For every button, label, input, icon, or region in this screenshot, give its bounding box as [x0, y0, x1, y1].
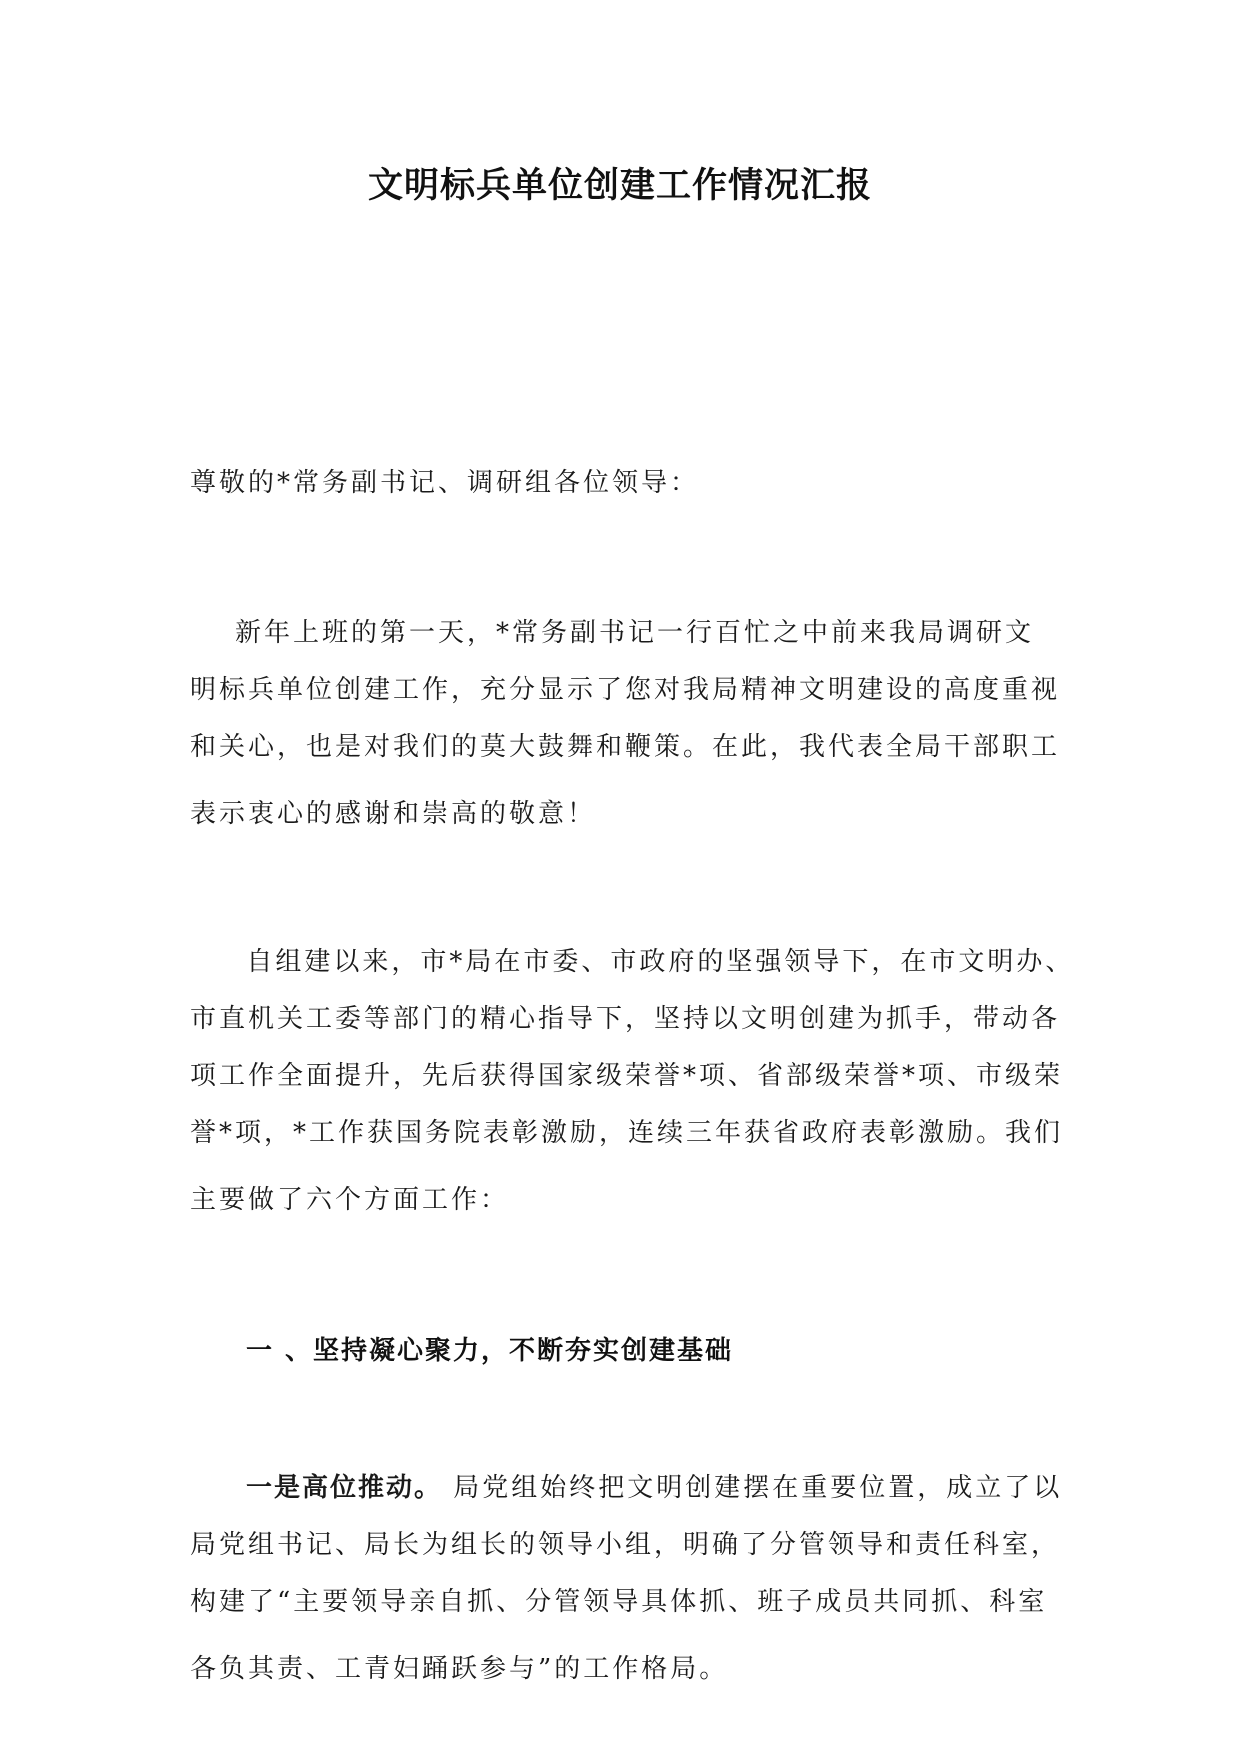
paragraph-line: 誉*项，*工作获国务院表彰激励，连续三年获省政府表彰激励。我们: [190, 1118, 1064, 1148]
paragraph-line: 构建了“主要领导亲自抓、分管领导具体抓、班子成员共同抓、科室: [190, 1587, 1048, 1617]
paragraph-line: 自组建以来，市*局在市委、市政府的坚强领导下，在市文明办、: [190, 947, 1075, 977]
section-heading-1: 一 、坚持凝心聚力，不断夯实创建基础: [246, 1336, 734, 1366]
paragraph-lead: 一是高位推动。: [246, 1473, 443, 1503]
salutation: [190, 455, 1060, 512]
paragraph-line: 项工作全面提升，先后获得国家级荣誉*项、省部级荣誉*项、市级荣: [190, 1061, 1064, 1091]
paragraph-line: 市直机关工委等部门的精心指导下，坚持以文明创建为抓手，带动各: [190, 1004, 1061, 1034]
paragraph-first-line: [190, 1460, 1063, 1517]
paragraph-line: 主要做了六个方面工作：: [190, 1185, 510, 1215]
paragraph-opening: [190, 605, 1060, 843]
paragraph-line: 表示衷心的感谢和崇高的敬意！: [190, 799, 597, 829]
paragraph-line: 新年上班的第一天，*常务副书记一行百忙之中前来我局调研文: [190, 618, 1035, 648]
paragraph-line: 各负其责、工青妇踊跃参与”的工作格局。: [190, 1654, 729, 1684]
paragraph-first-line-rest: 局党组始终把文明创建摆在重要位置，成立了以: [453, 1473, 1063, 1503]
paragraph-line: 和关心，也是对我们的莫大鼓舞和鞭策。在此，我代表全局干部职工: [190, 732, 1061, 762]
paragraph-summary: [190, 934, 1075, 1229]
paragraph-line: 明标兵单位创建工作，充分显示了您对我局精神文明建设的高度重视: [190, 675, 1061, 705]
salutation-text: 尊敬的*常务副书记、调研组各位领导：: [190, 468, 700, 498]
paragraph-high-level-push: [190, 1460, 1063, 1698]
document-title: 文明标兵单位创建工作情况汇报: [367, 166, 872, 206]
paragraph-line: 局党组书记、局长为组长的领导小组，明确了分管领导和责任科室，: [190, 1530, 1061, 1560]
